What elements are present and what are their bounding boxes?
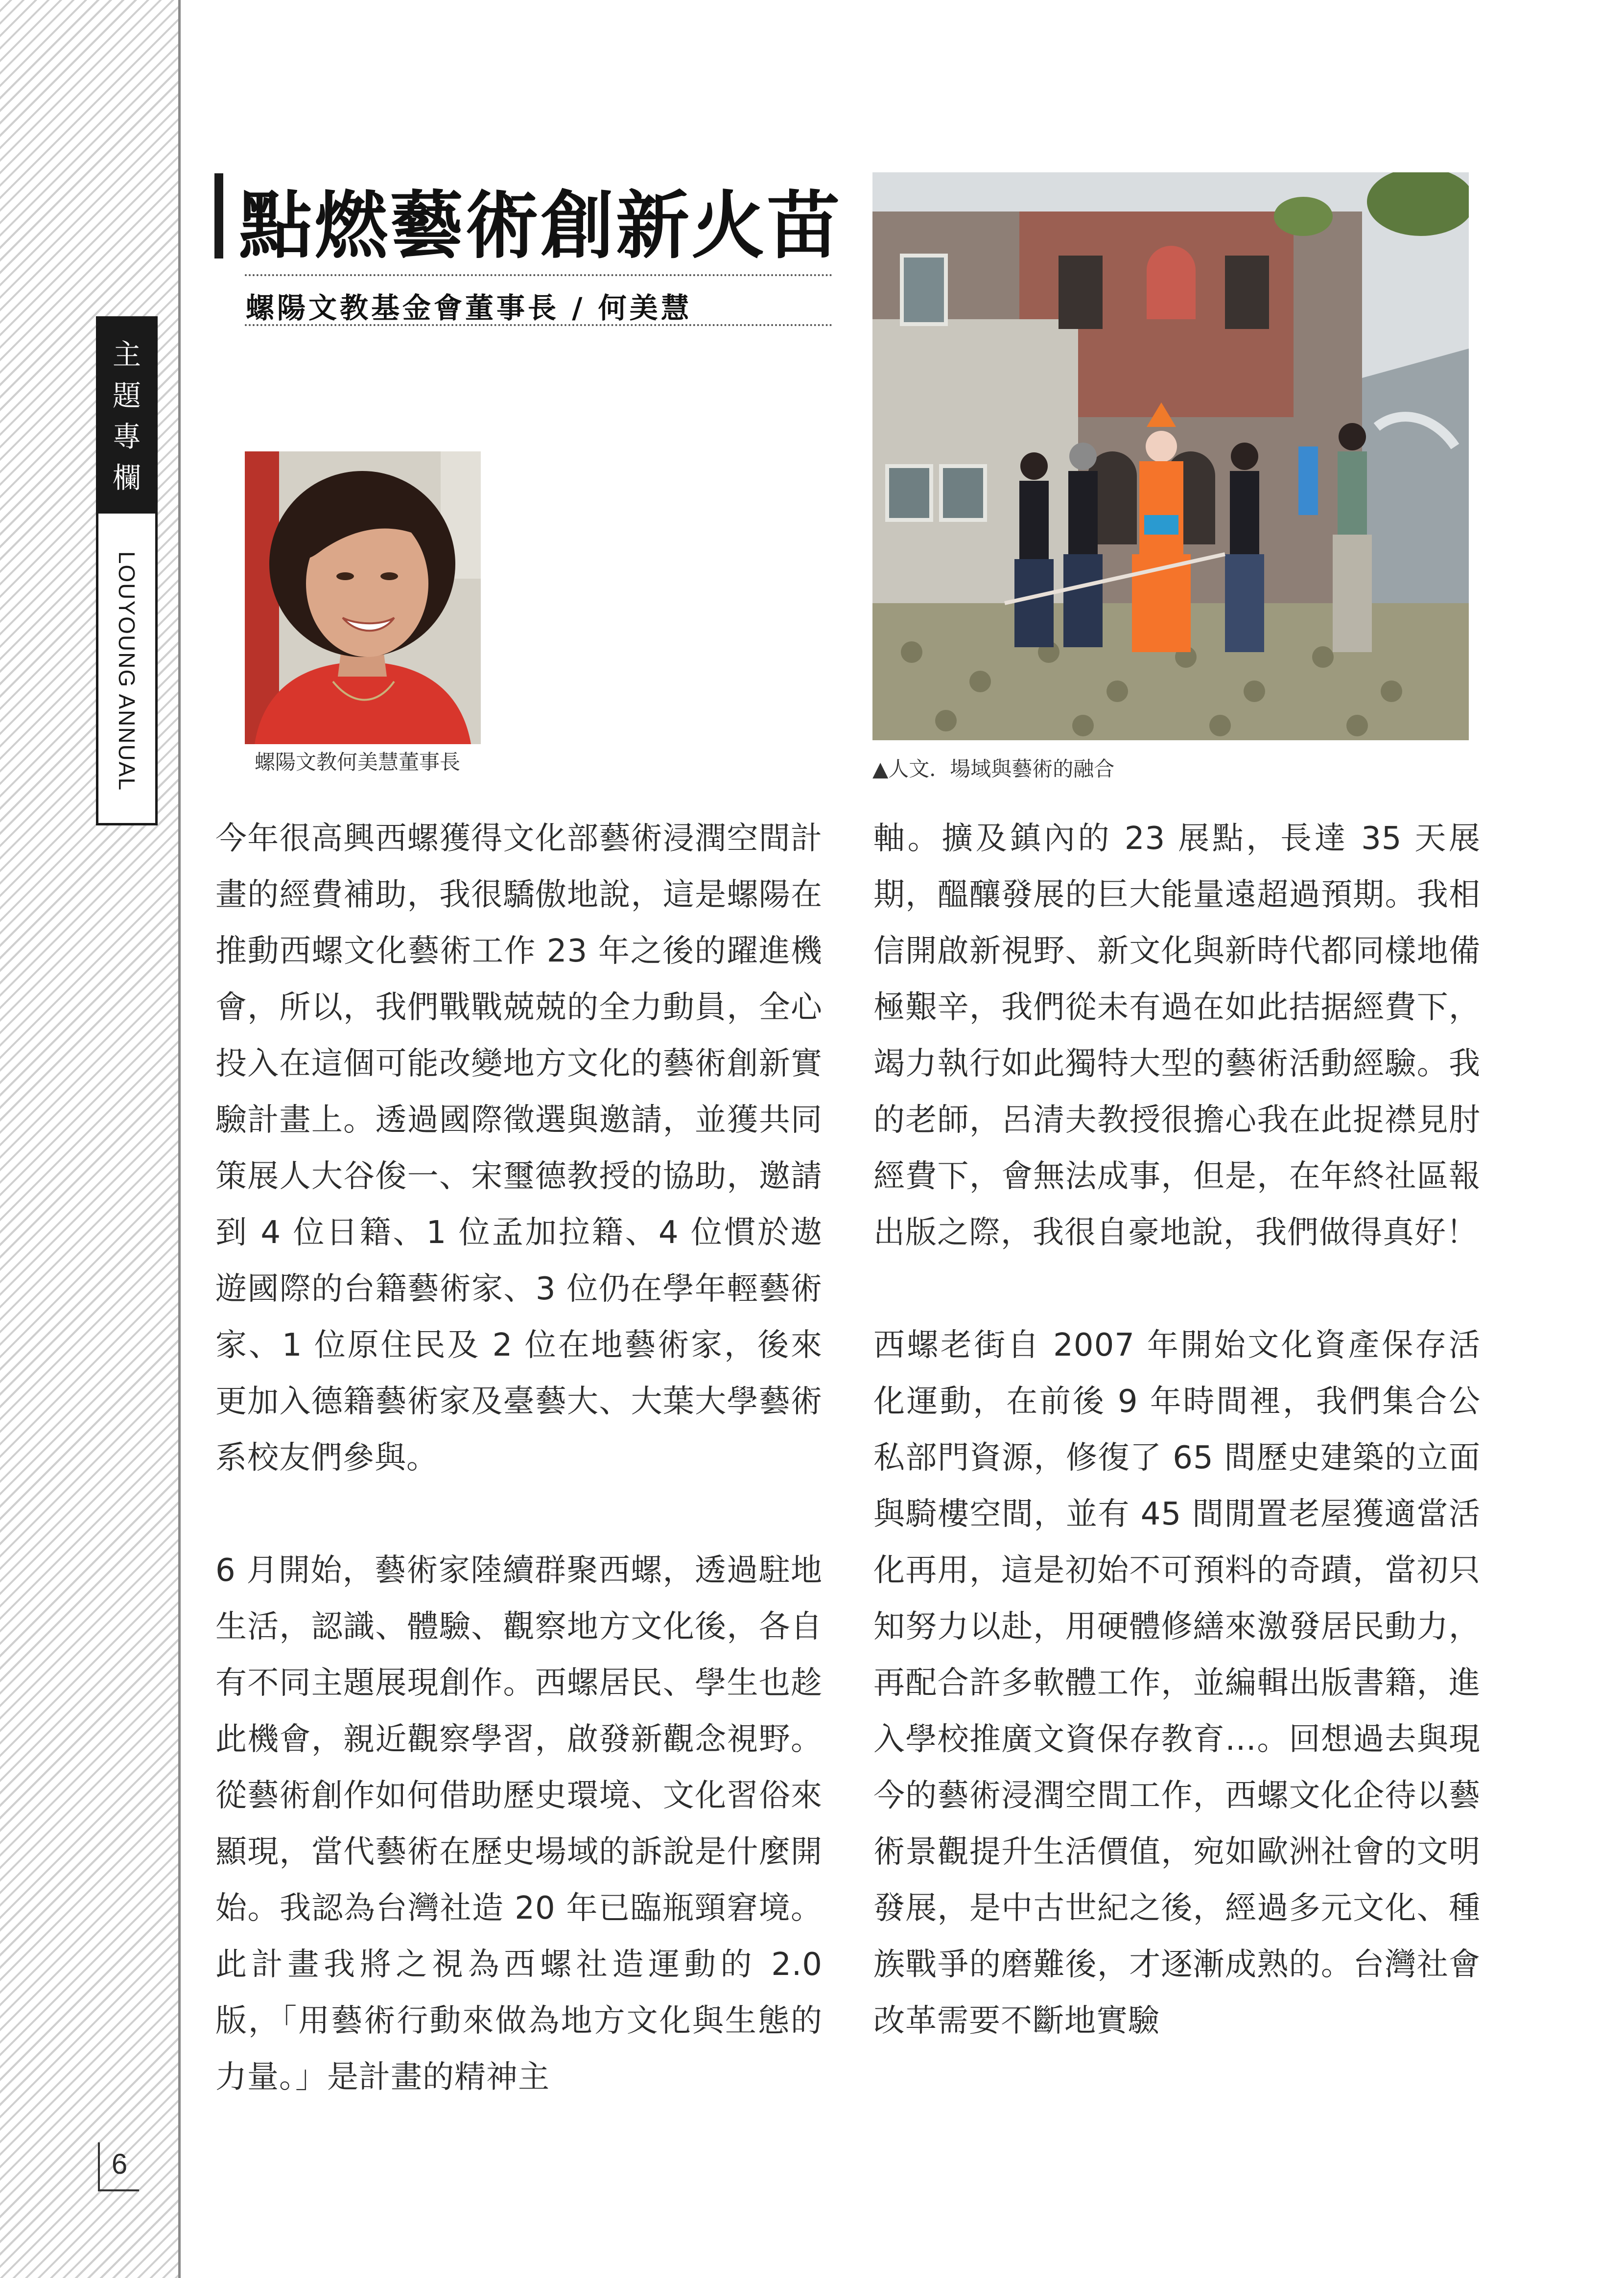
publication-name: LOUYOUNG ANNUAL bbox=[114, 551, 140, 792]
body-column-left bbox=[215, 811, 823, 2162]
portrait-caption: 螺陽文教何美慧董事長 bbox=[255, 750, 461, 774]
portrait-photo bbox=[245, 451, 481, 744]
title-divider bbox=[245, 274, 832, 276]
section-label: 主題專欄 bbox=[112, 338, 141, 494]
margin-divider bbox=[178, 0, 181, 2278]
body-paragraph: 今年很高興西螺獲得文化部藝術浸潤空間計畫的經費補助，我很驕傲地說，這是螺陽在推動西螺文化藝術工作 23 年之後的躍進機會，所以，我們戰戰兢兢的全力動員，全心投入在這個可能改變地方文化的藝術創新實驗計畫上。透過國際徵選與邀請，並獲共同策展人大谷俊一、宋璽德教授的協助，邀請到 4 位日籍、1 位孟加拉籍、4 位慣於遨遊國際的台籍藝術家、3 位仍在學年輕藝術家、1 位原住民及 2 位在地藝術家，後來更加入德籍藝術家及臺藝大、大葉大學藝術系校友們參與。 bbox=[215, 821, 823, 1476]
article-byline: 螺陽文教基金會董事長 / 何美慧 bbox=[246, 291, 692, 325]
body-column-right bbox=[873, 811, 1481, 2106]
section-tab bbox=[96, 316, 158, 825]
body-paragraph: 西螺老街自 2007 年開始文化資產保存活化運動，在前後 9 年時間裡，我們集合公私部門資源，修復了 65 間歷史建築的立面與騎樓空間，並有 45 間閒置老屋獲適當活化再用，這是初始不可預料的奇蹟，當初只知努力以赴，用硬體修繕來激發居民動力，再配合許多軟體工作，並編輯出版書籍，進入學校推廣文資保存教育…。回想過去與現今的藝術浸潤空間工作，西螺文化企待以藝術景觀提升生活價值，宛如歐洲社會的文明發展，是中古世紀之後，經過多元文化、種族戰爭的磨難後，才逐漸成熟的。台灣社會改革需要不斷地實驗 bbox=[873, 1327, 1481, 2039]
body-paragraph: 軸。擴及鎮內的 23 展點，長達 35 天展期，醞釀發展的巨大能量遠超過預期。我相信開啟新視野、新文化與新時代都同樣地備極艱辛，我們從未有過在如此拮据經費下，竭力執行如此獨特大型的藝術活動經驗。我的老師，呂清夫教授很擔心我在此捉襟見肘經費下，會無法成事，但是，在年終社區報出版之際，我很自豪地說，我們做得真好！ bbox=[873, 821, 1481, 1251]
section-tab-header bbox=[98, 319, 155, 514]
article-title: 點燃藝術創新火苗 bbox=[239, 183, 843, 269]
page-number: 6 bbox=[98, 2142, 139, 2191]
hero-caption: ▲人文．場域與藝術的融合 bbox=[872, 757, 1115, 781]
title-accent-bar bbox=[214, 173, 223, 258]
byline-divider bbox=[245, 324, 832, 326]
body-paragraph: 6 月開始，藝術家陸續群聚西螺，透過駐地生活，認識、體驗、觀察地方文化後，各自有不同主題展現創作。西螺居民、學生也趁此機會，親近觀察學習，啟發新觀念視野。從藝術創作如何借助歷史環境、文化習俗來顯現，當代藝術在歷史場域的訴說是什麼開始。我認為台灣社造 20 年已臨瓶頸窘境。此計畫我將之視為西螺社造運動的 2.0 版，「用藝術行動來做為地方文化與生態的力量。」是計畫的精神主 bbox=[215, 1552, 823, 2095]
hero-photo bbox=[872, 172, 1469, 740]
